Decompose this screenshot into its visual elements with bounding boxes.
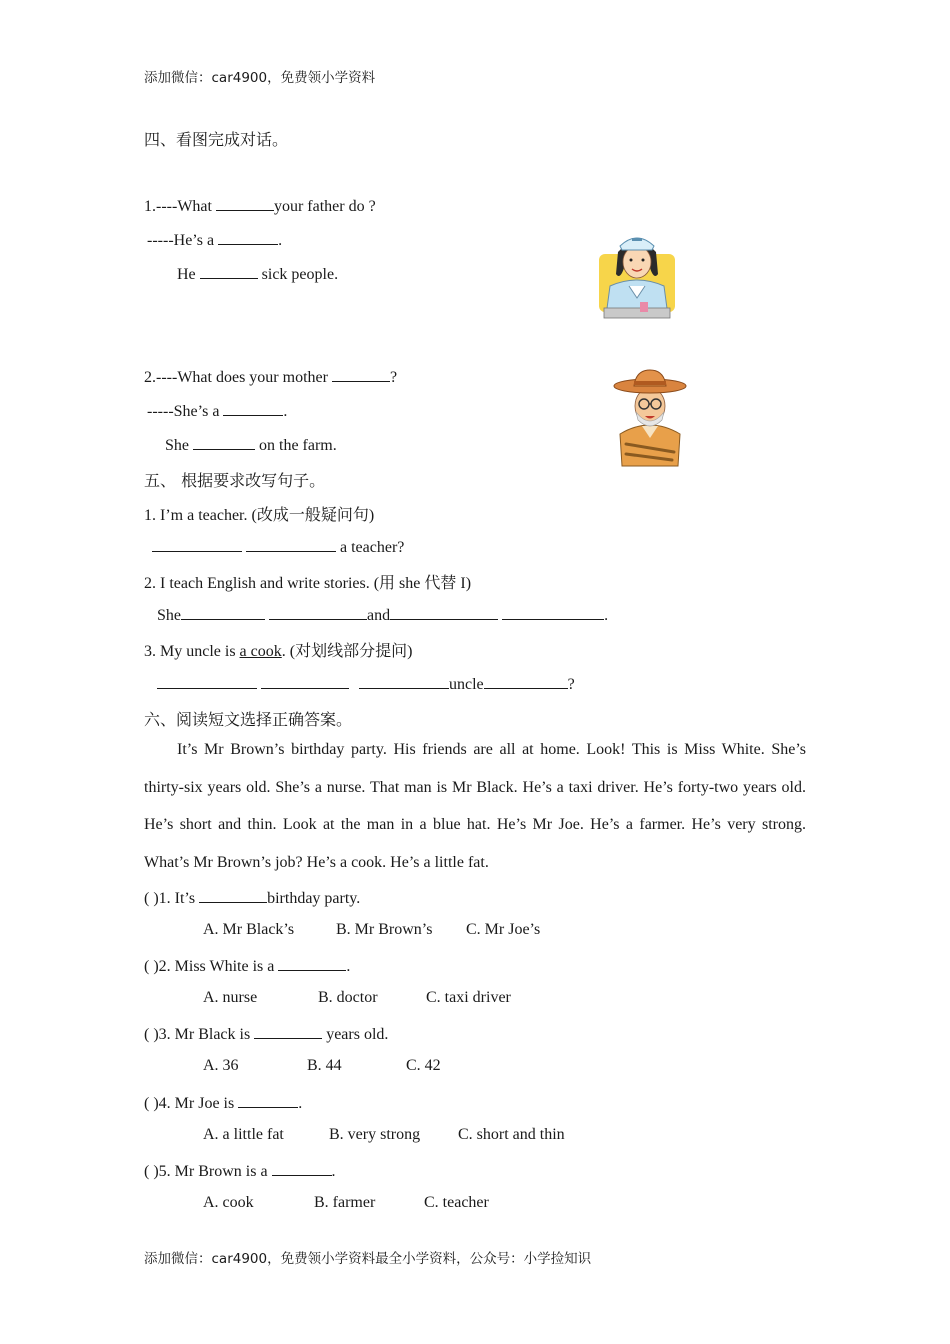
s5-q1-prompt: 1. I’m a teacher. (改成一般疑问句) (144, 507, 375, 524)
s5-q3-answer-line: uncle ? (157, 673, 575, 694)
farmer-illustration-icon (612, 364, 688, 468)
s6-question-1: ( )1. It’s birthday party. (144, 887, 360, 908)
option-a[interactable]: A. nurse (203, 989, 258, 1006)
option-b[interactable]: B. doctor (318, 989, 378, 1006)
answer-blank[interactable] (246, 536, 336, 552)
option-c[interactable]: C. taxi driver (426, 989, 511, 1006)
answer-blank[interactable] (269, 604, 367, 620)
answer-paren[interactable]: ( ) (144, 1163, 159, 1180)
answer-paren[interactable]: ( ) (144, 890, 159, 907)
answer-paren[interactable]: ( ) (144, 1095, 159, 1112)
answer-blank (199, 887, 267, 903)
option-c[interactable]: C. teacher (424, 1194, 489, 1211)
s4-q2-line1: 2.----What does your mother ? (144, 366, 397, 387)
answer-blank[interactable] (502, 604, 604, 620)
s5-q3-prompt: 3. My uncle is a cook. (对划线部分提问) (144, 643, 413, 660)
answer-blank[interactable] (359, 673, 449, 689)
s4-q2-line3: She on the farm. (165, 434, 337, 455)
answer-blank (254, 1023, 322, 1039)
answer-blank[interactable] (261, 673, 349, 689)
option-c[interactable]: C. short and thin (458, 1126, 565, 1143)
answer-blank (272, 1160, 332, 1176)
header-note: 添加微信：car4900，免费领小学资料 (144, 70, 376, 86)
option-b[interactable]: B. very strong (329, 1126, 421, 1143)
answer-paren[interactable]: ( ) (144, 1026, 159, 1043)
answer-blank[interactable] (218, 229, 278, 245)
s5-q2-prompt: 2. I teach English and write stories. (用 she 代替 I) (144, 575, 472, 592)
nurse-illustration-icon (596, 224, 678, 322)
s6-question-3: ( )3. Mr Black is years old. (144, 1023, 388, 1044)
footer-note: 添加微信：car4900，免费领小学资料最全小学资料，公众号：小学捡知识 (144, 1251, 592, 1267)
section6-title: 六、阅读短文选择正确答案。 (144, 710, 353, 729)
option-a[interactable]: A. cook (203, 1194, 254, 1211)
s4-q1-line1: 1.----What your father do ? (144, 195, 376, 216)
s5-q2-answer-line: She and . (157, 604, 608, 625)
answer-blank[interactable] (193, 434, 255, 450)
option-a[interactable]: A. a little fat (203, 1126, 284, 1143)
answer-blank[interactable] (152, 536, 242, 552)
answer-blank[interactable] (484, 673, 568, 689)
option-b[interactable]: B. Mr Brown’s (336, 921, 433, 938)
answer-blank[interactable] (200, 263, 258, 279)
section5-title: 五、 根据要求改写句子。 (144, 471, 326, 490)
s6-question-5: ( )5. Mr Brown is a . (144, 1160, 336, 1181)
s4-q1-line3: He sick people. (177, 263, 338, 284)
s6-question-4: ( )4. Mr Joe is . (144, 1092, 302, 1113)
section4-title: 四、看图完成对话。 (144, 130, 289, 149)
answer-blank (238, 1092, 298, 1108)
option-c[interactable]: C. Mr Joe’s (466, 921, 541, 938)
answer-blank[interactable] (390, 604, 498, 620)
s6-question-2: ( )2. Miss White is a . (144, 955, 350, 976)
s5-q1-answer-line: a teacher? (152, 536, 404, 557)
answer-blank[interactable] (216, 195, 274, 211)
option-a[interactable]: A. 36 (203, 1057, 239, 1074)
option-c[interactable]: C. 42 (406, 1057, 441, 1074)
option-b[interactable]: B. farmer (314, 1194, 376, 1211)
reading-passage: It’s Mr Brown’s birthday party. His friends are all at home. Look! This is Miss White. She’s thirty-six years old. She’s a nurse. That man is Mr Black. He’s a taxi driver. He’s forty-two years old. He’s short and thin. Look at the man in a blue hat. He’s Mr Joe. He’s a farmer. He’s very strong. What’s Mr Brown’s job? He’s a cook. He’s a little fat. (144, 741, 806, 871)
answer-blank (278, 955, 346, 971)
answer-blank[interactable] (332, 366, 390, 382)
answer-blank[interactable] (157, 673, 257, 689)
option-a[interactable]: A. Mr Black’s (203, 921, 295, 938)
answer-paren[interactable]: ( ) (144, 958, 159, 975)
answer-blank[interactable] (223, 400, 283, 416)
option-b[interactable]: B. 44 (307, 1057, 342, 1074)
s4-q1-line2: -----He’s a . (147, 229, 282, 250)
s4-q2-line2: -----She’s a . (147, 400, 287, 421)
answer-blank[interactable] (181, 604, 265, 620)
